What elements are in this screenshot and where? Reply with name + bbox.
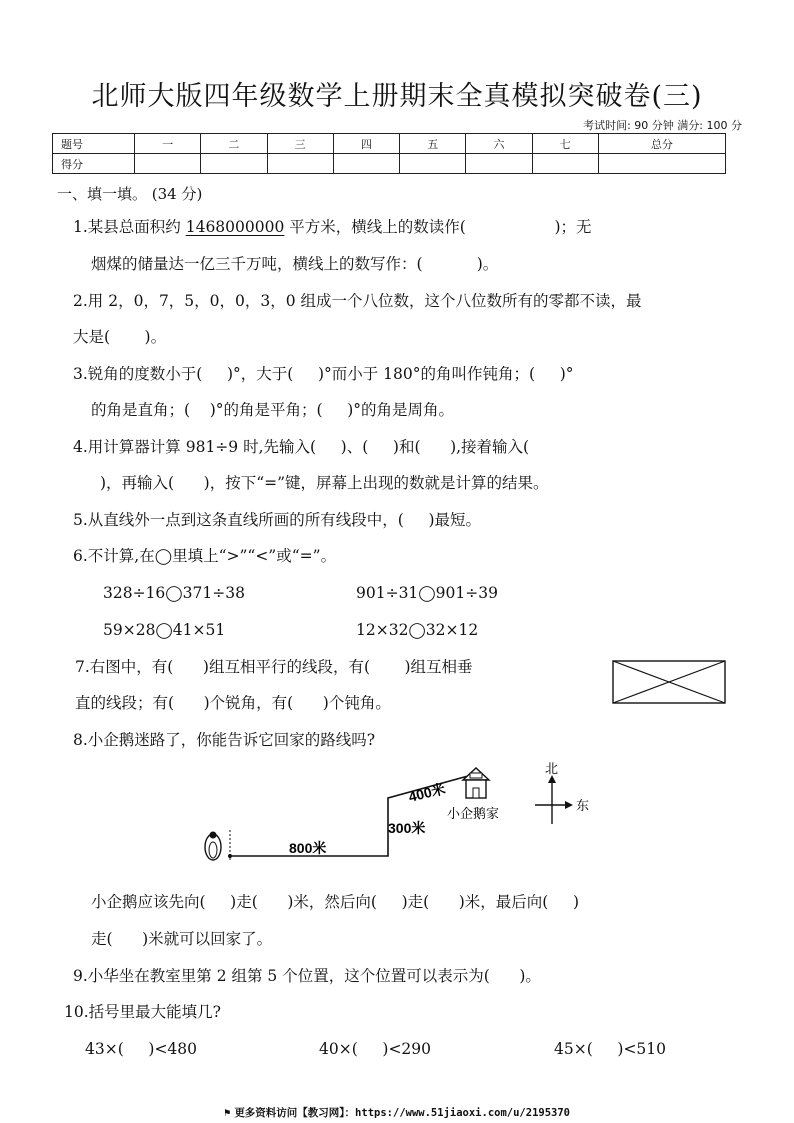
question-8-stem: 8.小企鹅迷路了，你能告诉它回家的路线吗? <box>73 731 376 749</box>
footer-link[interactable]: 更多资料访问【教习网】：https://www.51jiaoxi.com/u/2195370 <box>234 1107 570 1119</box>
table-cell: 三 <box>267 134 333 154</box>
question-7-line-2: 直的线段；有( )个锐角，有( )个钝角。 <box>75 694 391 712</box>
question-2-line-1: 2.用 2，0，7，5，0，0，3，0 组成一个八位数，这个八位数所有的零都不读，最 <box>73 292 642 310</box>
question-1-line-1 <box>73 220 592 236</box>
footer <box>0 1105 794 1120</box>
score-cell[interactable] <box>598 154 725 174</box>
table-cell: 六 <box>466 134 532 154</box>
question-10-stem: 10.括号里最大能填几? <box>64 1003 221 1021</box>
question-1-line-2: 烟煤的储量达一亿三千万吨，横线上的数写作：( )。 <box>91 255 499 273</box>
compare-item-2: 901÷31◯901÷39 <box>356 584 498 602</box>
question-3-line-2: 的角是直角；( )°的角是平角；( )°的角是周角。 <box>91 401 455 419</box>
score-table-header-row <box>53 134 726 154</box>
section-heading: 一、填一填。 (34 分) <box>57 185 203 203</box>
score-cell[interactable] <box>333 154 399 174</box>
house-icon <box>463 768 489 798</box>
question-4-line-2: )，再输入( )，按下“=”键，屏幕上出现的数就是计算的结果。 <box>100 474 549 492</box>
page-title: 北师大版四年级数学上册期末全真模拟突破卷(三) <box>91 81 703 112</box>
compass-icon <box>535 775 573 824</box>
fill-item-3: 45×( )<510 <box>554 1040 667 1058</box>
question-5: 5.从直线外一点到这条直线所画的所有线段中，( )最短。 <box>73 511 482 529</box>
question-4-line-1: 4.用计算器计算 981÷9 时,先输入( )、( )和( ),接着输入( <box>73 438 530 456</box>
score-cell[interactable] <box>466 154 532 174</box>
label-800: 800米 <box>289 840 327 856</box>
question-8-line-2: 走( )米就可以回家了。 <box>91 930 273 948</box>
flag-icon: ⚑ <box>223 1107 231 1119</box>
score-cell[interactable] <box>532 154 598 174</box>
question-3-line-1: 3.锐角的度数小于( )°，大于( )°而小于 180°的角叫作钝角；( )° <box>73 365 574 383</box>
route-map-figure <box>200 762 600 862</box>
start-point <box>228 854 232 858</box>
penguin-icon <box>205 832 221 861</box>
question-6-stem: 6.不计算,在◯里填上“>”“<”或“=”。 <box>73 547 337 565</box>
score-cell[interactable] <box>135 154 201 174</box>
score-cell[interactable] <box>267 154 333 174</box>
east-label: 东 <box>576 798 590 813</box>
compare-item-3: 59×28◯41×51 <box>103 621 226 639</box>
fill-item-1: 43×( )<480 <box>85 1040 198 1058</box>
question-7-line-1: 7.右图中，有( )组互相平行的线段，有( )组互相垂 <box>75 658 473 676</box>
north-label: 北 <box>545 762 559 776</box>
question-8-line-1: 小企鹅应该先向( )走( )米，然后向( )走( )米，最后向( ) <box>91 893 580 911</box>
compare-item-4: 12×32◯32×12 <box>356 621 479 639</box>
fill-item-2: 40×( )<290 <box>319 1040 432 1058</box>
score-table-score-row <box>53 154 726 174</box>
score-cell[interactable] <box>201 154 267 174</box>
table-cell: 七 <box>532 134 598 154</box>
score-cell[interactable] <box>400 154 466 174</box>
table-cell: 五 <box>400 134 466 154</box>
rectangle-diagonals-figure <box>612 660 726 704</box>
question-1-number: 1468000000 <box>185 218 285 236</box>
label-300: 300米 <box>388 820 426 836</box>
compare-item-1: 328÷16◯371÷38 <box>103 584 245 602</box>
question-2-line-2: 大是( )。 <box>73 328 167 346</box>
question-1-text-b: 平方米，横线上的数读作( )；无 <box>284 218 592 236</box>
question-1-text-a: 1.某县总面积约 <box>73 218 186 236</box>
question-9: 9.小华坐在教室里第 2 组第 5 个位置，这个位置可以表示为( )。 <box>73 967 541 985</box>
label-400: 400米 <box>406 780 447 805</box>
table-cell: 总分 <box>598 134 725 154</box>
table-cell: 一 <box>135 134 201 154</box>
score-table <box>52 133 726 174</box>
home-label: 小企鹅家 <box>447 806 500 821</box>
table-cell: 二 <box>201 134 267 154</box>
table-cell: 题号 <box>53 134 135 154</box>
table-cell: 得分 <box>53 154 135 174</box>
exam-info: 考试时间: 90 分钟 满分: 100 分 <box>583 119 742 132</box>
table-cell: 四 <box>333 134 399 154</box>
